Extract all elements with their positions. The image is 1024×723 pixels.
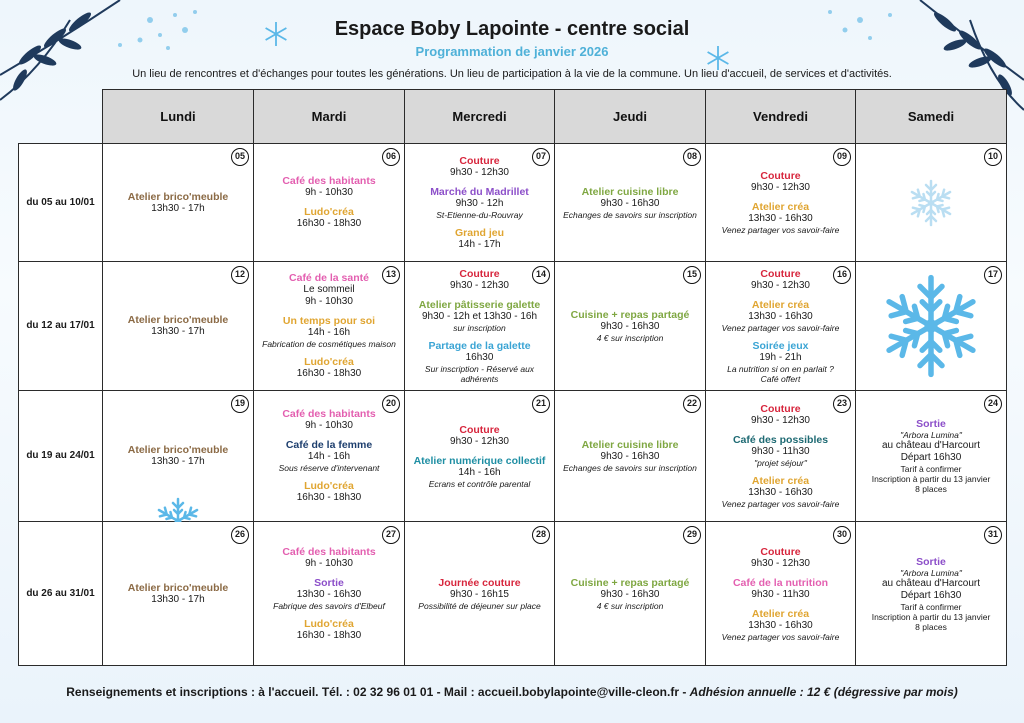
- activity-hours: Départ 16h30: [900, 589, 962, 601]
- day-number-badge: 13: [382, 266, 400, 284]
- activity: [260, 175, 398, 199]
- activity-title: Ludo'créa: [304, 480, 354, 492]
- day-cell: [706, 391, 856, 522]
- activity-title: Café de la femme: [285, 439, 373, 451]
- intro-text: Un lieu de rencontres et d'échanges pour toutes les générations. Un lieu de participation à la vie de la commune. Un lieu d'accueil, de services et d'activités.: [132, 68, 892, 80]
- day-header-mardi: Mardi: [254, 90, 405, 144]
- activity-title: Couture: [760, 403, 801, 415]
- activity: [411, 340, 548, 384]
- activity-title: Café de la nutrition: [732, 576, 829, 589]
- activity: [260, 546, 398, 570]
- week-label: du 26 au 31/01: [19, 522, 103, 666]
- activity-note: Ecrans et contrôle parental: [428, 478, 531, 489]
- activity-extra: 8 places: [915, 621, 947, 632]
- day-number-badge: 26: [231, 526, 249, 544]
- footer-contact: Renseignements et inscriptions : à l'accueil. Tél. : 02 32 96 01 01 - Mail : accueil.bobylapointe@ville-cleon.fr -: [66, 685, 690, 699]
- day-number-badge: 31: [984, 526, 1002, 544]
- activity-extra: Inscription à partir du 13 janvier: [871, 474, 991, 484]
- activity: [411, 455, 548, 489]
- activity: [109, 444, 247, 468]
- activity-title: Sortie: [314, 576, 344, 589]
- activity-title: Café de la santé: [289, 272, 369, 284]
- week-label: du 19 au 24/01: [19, 391, 103, 522]
- day-number-badge: 28: [532, 526, 550, 544]
- activity-hours: 13h30 - 17h: [151, 326, 205, 337]
- day-header-vendredi: Vendredi: [706, 90, 856, 144]
- activity-hours: 13h30 - 17h: [151, 456, 205, 467]
- activity-subject: au château d'Harcourt: [881, 577, 981, 589]
- activity-title: Couture: [760, 170, 801, 182]
- activity-extra: Tarif à confirmer: [900, 601, 962, 612]
- activity-title: Un temps pour soi: [282, 315, 376, 327]
- day-number-badge: 08: [683, 148, 701, 166]
- day-cell: [706, 522, 856, 666]
- activity-title: Soirée jeux: [752, 340, 809, 352]
- activity: [260, 272, 398, 308]
- activity-note: Sur inscription - Réservé aux adhérents: [424, 364, 535, 384]
- activity: [411, 155, 548, 179]
- activity: [862, 556, 1000, 632]
- activity-title: Atelier brico'meuble: [127, 444, 229, 456]
- page-title: Espace Boby Lapointe - centre social: [334, 18, 690, 40]
- activity-title: Ludo'créa: [304, 356, 354, 368]
- activity-hours: 13h30 - 17h: [151, 202, 205, 214]
- activity: [411, 227, 548, 251]
- activity: [109, 314, 247, 338]
- week-label: du 05 au 10/01: [19, 144, 103, 262]
- activity-note: Venez partager vos savoir-faire: [721, 499, 840, 509]
- day-number-badge: 06: [382, 148, 400, 166]
- activity-hours: 9h30 - 12h30: [751, 280, 810, 291]
- day-cell: [405, 144, 555, 262]
- footer-membership: Adhésion annuelle : 12 € (dégressive par mois): [689, 685, 958, 699]
- activity-hours: Départ 16h30: [900, 452, 962, 463]
- activity-title: Couture: [459, 154, 500, 167]
- activity: [712, 299, 849, 333]
- day-number-badge: 09: [833, 148, 851, 166]
- page-subtitle: Programmation de janvier 2026: [415, 44, 609, 59]
- activity-title: Café des habitants: [282, 545, 376, 558]
- activity-hours: 9h30 - 16h15: [450, 588, 509, 600]
- activity-hours: 16h30 - 18h30: [296, 218, 362, 229]
- activity-hours: 13h30 - 16h30: [296, 588, 362, 600]
- activity-hours: 9h30 - 12h30: [450, 435, 509, 447]
- activity-hours: 16h30 - 18h30: [296, 492, 362, 503]
- day-number-badge: 19: [231, 395, 249, 413]
- activity: [260, 618, 398, 642]
- calendar-corner: [19, 90, 103, 144]
- calendar-week-row: [19, 262, 1007, 391]
- activity-title: Atelier créa: [751, 201, 810, 213]
- activity: [260, 315, 398, 349]
- activity-hours: 9h - 10h30: [305, 557, 353, 569]
- activity-note: "Arbora Lumina": [900, 567, 962, 578]
- day-cell: [254, 522, 405, 666]
- day-cell: [706, 144, 856, 262]
- activity-title: Café des habitants: [282, 175, 376, 187]
- day-cell: [103, 144, 254, 262]
- calendar-header-row: [19, 90, 1007, 144]
- activity-title: Atelier cuisine libre: [581, 439, 679, 451]
- footer-info: [0, 685, 1024, 699]
- activity-hours: 9h30 - 16h30: [600, 588, 660, 600]
- activity-title: Cuisine + repas partagé: [570, 309, 690, 321]
- activity: [712, 577, 849, 601]
- activity-title: Couture: [760, 545, 801, 558]
- activity: [561, 309, 699, 343]
- activity-hours: 9h30 - 12h et 13h30 - 16h: [421, 311, 538, 322]
- activity-hours: 9h30 - 12h30: [751, 557, 810, 569]
- activity-title: Sortie: [916, 418, 946, 430]
- activity-title: Atelier cuisine libre: [581, 185, 679, 198]
- activity-hours: 13h30 - 16h30: [748, 619, 813, 631]
- activity-subject: au château d'Harcourt: [881, 440, 981, 451]
- day-cell: [555, 391, 706, 522]
- activity-title: Café des habitants: [282, 408, 376, 420]
- activity-hours: 13h30 - 16h30: [748, 311, 813, 322]
- activity-hours: 9h30 - 16h30: [600, 451, 660, 462]
- activity-title: Couture: [459, 423, 500, 436]
- activity: [561, 577, 699, 611]
- day-cell: [103, 391, 254, 522]
- activity-title: Couture: [760, 268, 801, 280]
- activity-hours: 9h30 - 12h30: [751, 415, 810, 426]
- activity: [712, 403, 849, 427]
- day-header-mercredi: Mercredi: [405, 90, 555, 144]
- day-cell: [405, 522, 555, 666]
- activity-extra: Inscription à partir du 13 janvier: [871, 611, 991, 622]
- activity-title: Atelier pâtisserie galette: [418, 299, 541, 311]
- activity-note: Venez partager vos savoir-faire: [721, 225, 840, 235]
- activity-hours: 13h30 - 17h: [151, 593, 205, 605]
- activity: [712, 608, 849, 642]
- activity-hours: 14h - 16h: [307, 327, 351, 338]
- day-cell: [856, 522, 1007, 666]
- activity-title: Atelier numérique collectif: [413, 454, 546, 467]
- activity: [411, 299, 548, 333]
- day-cell: [254, 144, 405, 262]
- activity-title: Ludo'créa: [304, 617, 354, 630]
- activity-detail: La nutrition si on en parlait ?: [727, 364, 834, 374]
- activity-title: Atelier créa: [751, 607, 810, 620]
- day-cell: [856, 262, 1007, 391]
- activity: [712, 475, 849, 509]
- activity: [260, 206, 398, 230]
- activity: [712, 170, 849, 194]
- activity-title: Journée couture: [438, 576, 521, 589]
- activity-note: Echanges de savoirs sur inscription: [563, 463, 697, 473]
- activity-hours: 9h30 - 12h30: [751, 182, 810, 193]
- day-cell: [706, 262, 856, 391]
- day-number-badge: 22: [683, 395, 701, 413]
- activity-hours: 16h30: [465, 352, 494, 363]
- snowflake-icon: [906, 178, 956, 228]
- activity-hours: 9h30 - 12h30: [450, 280, 509, 291]
- activity-title: Café des possibles: [732, 434, 829, 446]
- activity-title: Atelier créa: [751, 299, 810, 311]
- activity: [712, 340, 849, 384]
- activity-hours: 14h - 16h: [307, 451, 351, 462]
- calendar-week-row: [19, 144, 1007, 262]
- day-header-samedi: Samedi: [856, 90, 1007, 144]
- activity-title: Partage de la galette: [428, 340, 531, 352]
- activity-title: Atelier brico'meuble: [127, 314, 229, 326]
- day-number-badge: 24: [984, 395, 1002, 413]
- calendar-week-row: [19, 522, 1007, 666]
- activity: [260, 356, 398, 380]
- activity-hours: 9h - 10h30: [305, 296, 353, 307]
- day-number-badge: 17: [984, 266, 1002, 284]
- day-number-badge: 05: [231, 148, 249, 166]
- activity: [260, 577, 398, 611]
- activity-note: St-Etienne-du-Rouvray: [436, 209, 523, 220]
- activity: [109, 191, 247, 215]
- activity: [411, 268, 548, 292]
- activity: [862, 418, 1000, 494]
- activity-title: Atelier créa: [751, 475, 810, 487]
- activity-hours: 9h30 - 12h: [455, 197, 504, 209]
- activity-note: sur inscription: [453, 323, 506, 333]
- activity-hours: 19h - 21h: [759, 352, 802, 363]
- day-cell: [856, 391, 1007, 522]
- activity: [712, 201, 849, 235]
- day-cell: [103, 522, 254, 666]
- activity-title: Grand jeu: [454, 226, 504, 239]
- activity-note: 4 € sur inscription: [596, 333, 664, 343]
- day-number-badge: 20: [382, 395, 400, 413]
- activity-title: Atelier brico'meuble: [127, 190, 229, 203]
- activity: [411, 424, 548, 448]
- activity: [561, 186, 699, 220]
- activity-note: Venez partager vos savoir-faire: [721, 631, 840, 642]
- activity-detail: Possibilité de déjeuner sur place: [418, 600, 541, 611]
- activity: [260, 408, 398, 432]
- activity-title: Marché du Madrillet: [430, 185, 529, 198]
- activity: [411, 577, 548, 611]
- activity: [260, 439, 398, 473]
- activity-note: Café offert: [760, 374, 801, 384]
- activity-note: Fabrique des savoirs d'Elbeuf: [273, 600, 385, 611]
- day-cell: [405, 391, 555, 522]
- day-header-jeudi: Jeudi: [555, 90, 706, 144]
- day-cell: [555, 262, 706, 391]
- day-cell: [405, 262, 555, 391]
- activity-hours: 9h30 - 11h30: [751, 446, 810, 457]
- day-cell: [254, 391, 405, 522]
- day-number-badge: 14: [532, 266, 550, 284]
- activity: [712, 268, 849, 292]
- day-number-badge: 12: [231, 266, 249, 284]
- activity-hours: 9h - 10h30: [305, 420, 353, 431]
- activity: [411, 186, 548, 220]
- activity-note: Fabrication de cosmétiques maison: [262, 339, 396, 349]
- day-number-badge: 07: [532, 148, 550, 166]
- calendar-table: [18, 89, 1007, 666]
- activity-subject: Le sommeil: [303, 284, 355, 295]
- activity: [712, 546, 849, 570]
- activity-hours: 9h30 - 16h30: [600, 197, 660, 209]
- day-cell: [555, 522, 706, 666]
- activity-extra: 8 places: [915, 484, 947, 494]
- activity-hours: 13h30 - 16h30: [748, 213, 813, 224]
- activity-note: "Arbora Lumina": [900, 430, 962, 440]
- activity-title: Atelier brico'meuble: [127, 581, 229, 594]
- day-header-lundi: Lundi: [103, 90, 254, 144]
- activity-hours: 16h30 - 18h30: [296, 368, 362, 379]
- activity-title: Cuisine + repas partagé: [570, 576, 690, 589]
- activity-note: 4 € sur inscription: [596, 600, 664, 611]
- activity-title: Sortie: [916, 555, 946, 568]
- activity-title: Ludo'créa: [304, 206, 354, 218]
- activity-note: Echanges de savoirs sur inscription: [563, 209, 697, 220]
- calendar-week-row: [19, 391, 1007, 522]
- activity: [109, 582, 247, 606]
- activity: [260, 480, 398, 504]
- activity-hours: 9h30 - 11h30: [751, 588, 810, 600]
- activity-title: Couture: [459, 268, 500, 280]
- activity-hours: 13h30 - 16h30: [748, 487, 813, 498]
- activity: [561, 439, 699, 473]
- activity-hours: 9h30 - 16h30: [600, 321, 660, 332]
- day-number-badge: 29: [683, 526, 701, 544]
- day-number-badge: 16: [833, 266, 851, 284]
- day-cell: [103, 262, 254, 391]
- day-number-badge: 10: [984, 148, 1002, 166]
- activity-note: Venez partager vos savoir-faire: [721, 323, 840, 333]
- day-cell: [254, 262, 405, 391]
- activity-hours: 9h30 - 12h30: [450, 166, 509, 178]
- activity-hours: 14h - 17h: [458, 238, 501, 250]
- activity-note: Sous réserve d'intervenant: [278, 463, 380, 473]
- activity: [712, 434, 849, 468]
- activity-note: "projet séjour": [754, 458, 807, 468]
- activity-hours: 16h30 - 18h30: [296, 629, 362, 641]
- day-number-badge: 21: [532, 395, 550, 413]
- day-number-badge: 15: [683, 266, 701, 284]
- day-number-badge: 23: [833, 395, 851, 413]
- snowflake-icon: [876, 271, 986, 381]
- day-number-badge: 30: [833, 526, 851, 544]
- activity-extra: Tarif à confirmer: [900, 464, 962, 474]
- day-number-badge: 27: [382, 526, 400, 544]
- week-label: du 12 au 17/01: [19, 262, 103, 391]
- day-cell: [555, 144, 706, 262]
- day-cell: [856, 144, 1007, 262]
- activity-hours: 14h - 16h: [458, 466, 501, 478]
- activity-hours: 9h - 10h30: [305, 187, 353, 198]
